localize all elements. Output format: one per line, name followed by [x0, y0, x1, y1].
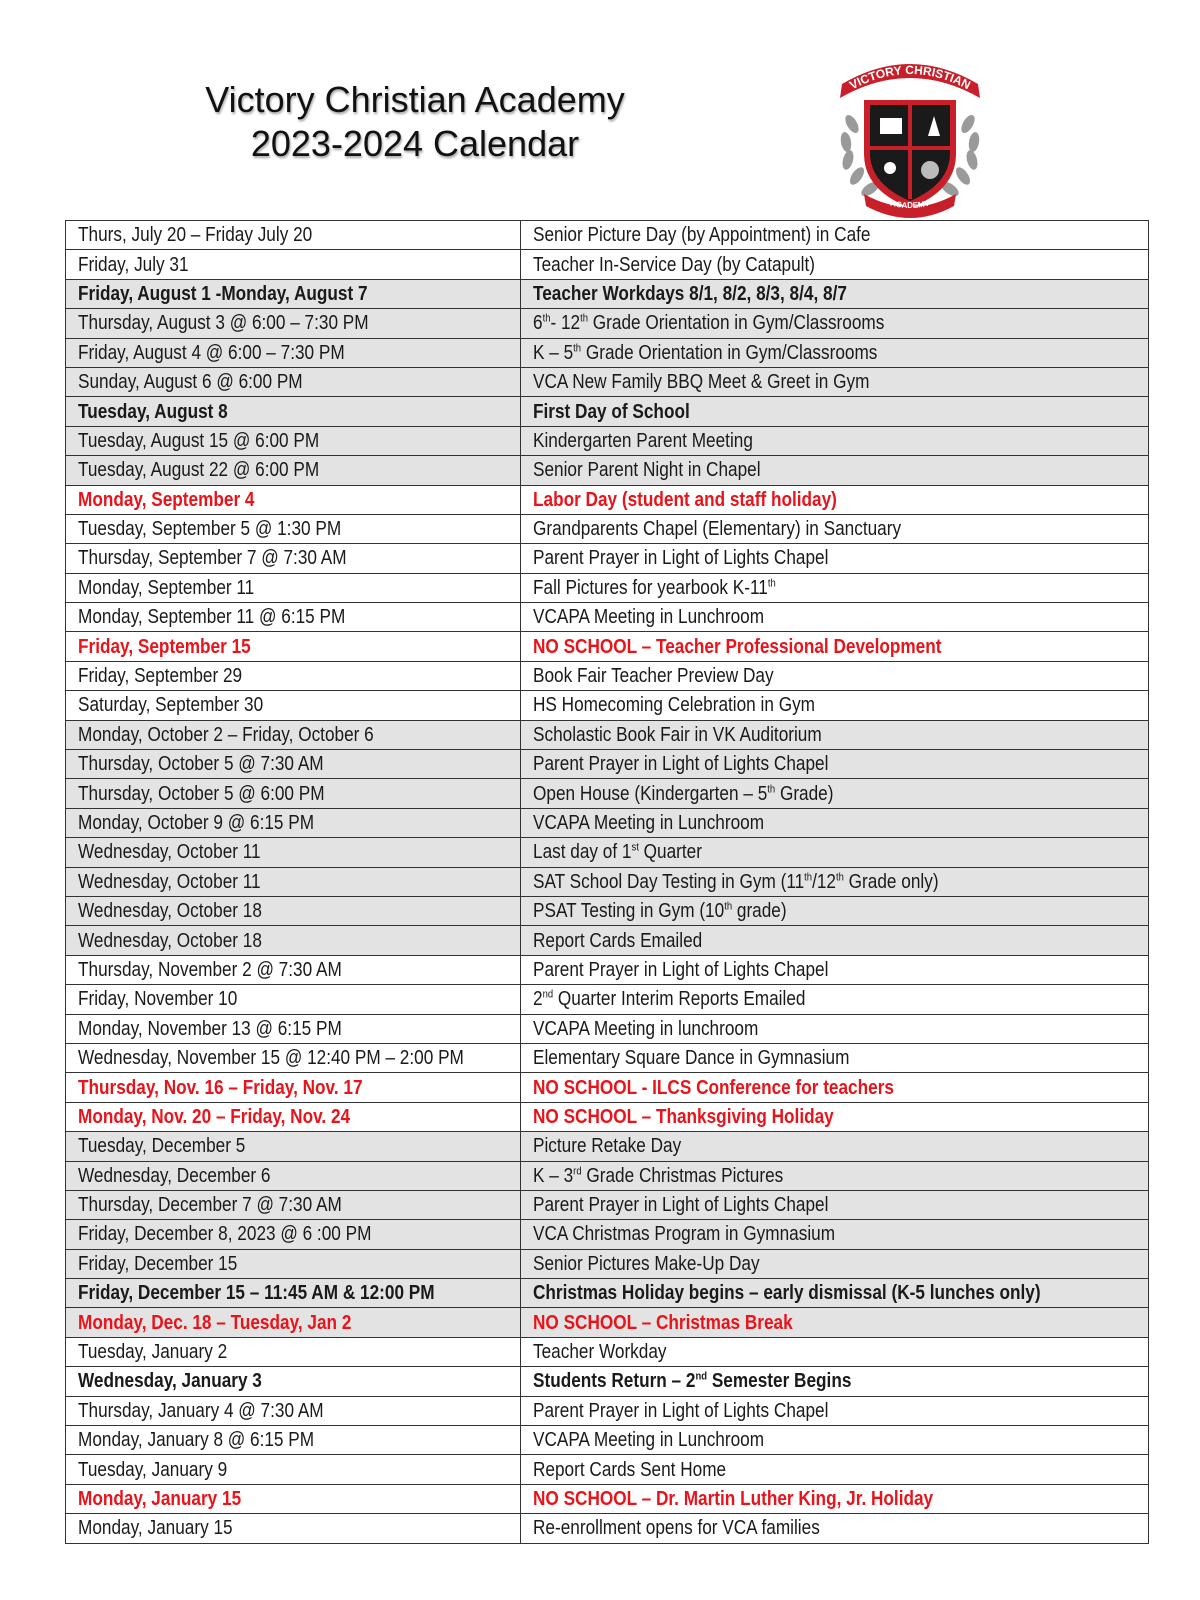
event-text: VCAPA Meeting in Lunchroom — [533, 606, 765, 629]
calendar-event-cell — [521, 544, 1149, 573]
event-text: NO SCHOOL – Dr. Martin Luther King, Jr. Holiday — [533, 1487, 934, 1510]
event-text: Report Cards Emailed — [533, 929, 703, 952]
calendar-date-cell — [66, 1484, 521, 1513]
calendar-event-cell — [521, 1396, 1149, 1425]
event-text: HS Homecoming Celebration in Gym — [533, 694, 815, 717]
calendar-row — [66, 691, 1149, 720]
calendar-date-cell — [66, 1249, 521, 1278]
calendar-event-cell — [521, 896, 1149, 925]
calendar-event-cell — [521, 720, 1149, 749]
school-crest-logo — [830, 62, 990, 222]
calendar-date-cell — [66, 779, 521, 808]
calendar-date-cell — [66, 808, 521, 837]
calendar-date-cell — [66, 955, 521, 984]
calendar-date-cell — [66, 1190, 521, 1219]
date-text: Thursday, December 7 @ 7:30 AM — [78, 1194, 342, 1217]
calendar-row — [66, 661, 1149, 690]
calendar-event-cell — [521, 750, 1149, 779]
event-text: Open House (Kindergarten – 5th Grade) — [533, 782, 834, 805]
calendar-date-cell — [66, 367, 521, 396]
date-text: Friday, December 8, 2023 @ 6 :00 PM — [78, 1223, 372, 1246]
calendar-row — [66, 720, 1149, 749]
date-text: Friday, September 15 — [78, 635, 251, 658]
calendar-row — [66, 1514, 1149, 1543]
calendar-date-cell — [66, 1426, 521, 1455]
date-text: Friday, November 10 — [78, 988, 238, 1011]
event-text: K – 5th Grade Orientation in Gym/Classrooms — [533, 341, 878, 364]
calendar-date-cell — [66, 632, 521, 661]
calendar-date-cell — [66, 250, 521, 279]
calendar-date-cell — [66, 1455, 521, 1484]
calendar-row — [66, 1455, 1149, 1484]
calendar-row — [66, 1043, 1149, 1072]
event-text: NO SCHOOL – Thanksgiving Holiday — [533, 1105, 834, 1128]
calendar-event-cell — [521, 661, 1149, 690]
svg-text:ACADEMY: ACADEMY — [889, 198, 931, 211]
event-text: Teacher In-Service Day (by Catapult) — [533, 253, 816, 276]
event-text: Students Return – 2nd Semester Begins — [533, 1370, 852, 1393]
calendar-date-cell — [66, 603, 521, 632]
calendar-event-cell — [521, 1102, 1149, 1131]
event-text: NO SCHOOL - ILCS Conference for teachers — [533, 1076, 894, 1099]
calendar-date-cell — [66, 661, 521, 690]
calendar-date-cell — [66, 1514, 521, 1543]
calendar-event-cell — [521, 426, 1149, 455]
calendar-date-cell — [66, 720, 521, 749]
calendar-event-cell — [521, 808, 1149, 837]
calendar-row — [66, 367, 1149, 396]
calendar-date-cell — [66, 691, 521, 720]
date-text: Tuesday, January 2 — [78, 1341, 228, 1364]
page-title — [150, 78, 680, 166]
title-calendar-year: 2023-2024 Calendar — [250, 123, 580, 164]
event-text: VCAPA Meeting in Lunchroom — [533, 1429, 765, 1452]
date-text: Thursday, January 4 @ 7:30 AM — [78, 1399, 324, 1422]
calendar-row — [66, 779, 1149, 808]
calendar-date-cell — [66, 397, 521, 426]
calendar-event-cell — [521, 279, 1149, 308]
date-text: Monday, September 11 @ 6:15 PM — [78, 606, 346, 629]
calendar-row — [66, 426, 1149, 455]
calendar-row — [66, 1396, 1149, 1425]
date-text: Monday, Nov. 20 – Friday, Nov. 24 — [78, 1105, 351, 1128]
calendar-event-cell — [521, 838, 1149, 867]
date-text: Wednesday, January 3 — [78, 1370, 262, 1393]
title-school-name: Victory Christian Academy — [205, 79, 625, 120]
calendar-row — [66, 750, 1149, 779]
calendar-event-cell — [521, 955, 1149, 984]
event-text: Parent Prayer in Light of Lights Chapel — [533, 753, 829, 776]
date-text: Thursday, September 7 @ 7:30 AM — [78, 547, 347, 570]
date-text: Monday, September 4 — [78, 488, 255, 511]
event-text: Scholastic Book Fair in VK Auditorium — [533, 723, 822, 746]
calendar-row — [66, 250, 1149, 279]
event-text: Parent Prayer in Light of Lights Chapel — [533, 1399, 829, 1422]
event-text: Senior Parent Night in Chapel — [533, 459, 761, 482]
calendar-event-cell — [521, 1249, 1149, 1278]
calendar-date-cell — [66, 309, 521, 338]
date-text: Monday, October 2 – Friday, October 6 — [78, 723, 374, 746]
calendar-event-cell — [521, 309, 1149, 338]
calendar-date-cell — [66, 750, 521, 779]
calendar-row — [66, 955, 1149, 984]
calendar-event-cell — [521, 1455, 1149, 1484]
event-text: Parent Prayer in Light of Lights Chapel — [533, 958, 829, 981]
calendar-row — [66, 1102, 1149, 1131]
calendar-event-cell — [521, 1484, 1149, 1513]
calendar-row — [66, 603, 1149, 632]
date-text: Thurs, July 20 – Friday July 20 — [78, 224, 313, 247]
calendar-row — [66, 838, 1149, 867]
calendar-row — [66, 632, 1149, 661]
calendar-row — [66, 1426, 1149, 1455]
calendar-row — [66, 456, 1149, 485]
date-text: Monday, Dec. 18 – Tuesday, Jan 2 — [78, 1311, 352, 1334]
date-text: Tuesday, September 5 @ 1:30 PM — [78, 518, 342, 541]
event-text: VCA New Family BBQ Meet & Greet in Gym — [533, 371, 870, 394]
event-text: Teacher Workdays 8/1, 8/2, 8/3, 8/4, 8/7 — [533, 282, 847, 305]
calendar-event-cell — [521, 1014, 1149, 1043]
date-text: Tuesday, August 8 — [78, 400, 228, 423]
date-text: Thursday, August 3 @ 6:00 – 7:30 PM — [78, 312, 369, 335]
calendar-date-cell — [66, 867, 521, 896]
calendar-row — [66, 1190, 1149, 1219]
event-text: NO SCHOOL – Teacher Professional Development — [533, 635, 942, 658]
calendar-row — [66, 985, 1149, 1014]
calendar-date-cell — [66, 485, 521, 514]
calendar-date-cell — [66, 896, 521, 925]
calendar-event-cell — [521, 779, 1149, 808]
date-text: Saturday, September 30 — [78, 694, 264, 717]
calendar-date-cell — [66, 514, 521, 543]
date-text: Thursday, Nov. 16 – Friday, Nov. 17 — [78, 1076, 363, 1099]
calendar-event-cell — [521, 1190, 1149, 1219]
calendar-event-cell — [521, 221, 1149, 250]
calendar-event-cell — [521, 1279, 1149, 1308]
date-text: Friday, December 15 – 11:45 AM & 12:00 PM — [78, 1282, 435, 1305]
calendar-body — [66, 221, 1149, 1544]
event-text: SAT School Day Testing in Gym (11th/12th Grade only) — [533, 870, 939, 893]
calendar-row — [66, 1279, 1149, 1308]
calendar-event-cell — [521, 1073, 1149, 1102]
calendar-event-cell — [521, 1367, 1149, 1396]
calendar-date-cell — [66, 573, 521, 602]
calendar-date-cell — [66, 838, 521, 867]
calendar-row — [66, 309, 1149, 338]
calendar-date-cell — [66, 1043, 521, 1072]
event-text: Elementary Square Dance in Gymnasium — [533, 1047, 850, 1070]
event-text: 6th- 12th Grade Orientation in Gym/Classrooms — [533, 312, 885, 335]
calendar-row — [66, 338, 1149, 367]
calendar-date-cell — [66, 426, 521, 455]
calendar-date-cell — [66, 1073, 521, 1102]
calendar-row — [66, 397, 1149, 426]
calendar-date-cell — [66, 1014, 521, 1043]
calendar-row — [66, 926, 1149, 955]
calendar-event-cell — [521, 603, 1149, 632]
calendar-row — [66, 1132, 1149, 1161]
date-text: Wednesday, October 18 — [78, 900, 262, 923]
calendar-event-cell — [521, 691, 1149, 720]
calendar-event-cell — [521, 1308, 1149, 1337]
calendar-row — [66, 514, 1149, 543]
date-text: Tuesday, August 15 @ 6:00 PM — [78, 429, 320, 452]
date-text: Wednesday, November 15 @ 12:40 PM – 2:00 PM — [78, 1047, 464, 1070]
calendar-event-cell — [521, 514, 1149, 543]
event-text: Report Cards Sent Home — [533, 1458, 727, 1481]
date-text: Thursday, November 2 @ 7:30 AM — [78, 958, 342, 981]
date-text: Tuesday, December 5 — [78, 1135, 246, 1158]
calendar-event-cell — [521, 1161, 1149, 1190]
date-text: Monday, January 15 — [78, 1487, 242, 1510]
event-text: Senior Pictures Make-Up Day — [533, 1252, 760, 1275]
date-text: Wednesday, October 11 — [78, 841, 261, 864]
event-text: Re-enrollment opens for VCA families — [533, 1517, 820, 1540]
calendar-date-cell — [66, 1279, 521, 1308]
event-text: Christmas Holiday begins – early dismissal (K-5 lunches only) — [533, 1282, 1041, 1305]
date-text: Monday, January 8 @ 6:15 PM — [78, 1429, 315, 1452]
calendar-row — [66, 1308, 1149, 1337]
calendar-table — [65, 220, 1149, 1544]
event-text: Kindergarten Parent Meeting — [533, 429, 753, 452]
calendar-row — [66, 1249, 1149, 1278]
date-text: Friday, July 31 — [78, 253, 189, 276]
date-text: Monday, November 13 @ 6:15 PM — [78, 1017, 342, 1040]
date-text: Sunday, August 6 @ 6:00 PM — [78, 371, 303, 394]
calendar-event-cell — [521, 632, 1149, 661]
date-text: Friday, August 1 -Monday, August 7 — [78, 282, 368, 305]
calendar-event-cell — [521, 485, 1149, 514]
date-text: Thursday, October 5 @ 6:00 PM — [78, 782, 325, 805]
calendar-event-cell — [521, 338, 1149, 367]
date-text: Tuesday, August 22 @ 6:00 PM — [78, 459, 320, 482]
calendar-date-cell — [66, 544, 521, 573]
calendar-event-cell — [521, 1514, 1149, 1543]
calendar-row — [66, 485, 1149, 514]
date-text: Wednesday, October 18 — [78, 929, 262, 952]
calendar-row — [66, 279, 1149, 308]
calendar-event-cell — [521, 250, 1149, 279]
calendar-row — [66, 867, 1149, 896]
event-text: K – 3rd Grade Christmas Pictures — [533, 1164, 784, 1187]
date-text: Wednesday, October 11 — [78, 870, 261, 893]
date-text: Friday, December 15 — [78, 1252, 238, 1275]
calendar-date-cell — [66, 1308, 521, 1337]
event-text: VCA Christmas Program in Gymnasium — [533, 1223, 836, 1246]
calendar-event-cell — [521, 1426, 1149, 1455]
date-text: Wednesday, December 6 — [78, 1164, 271, 1187]
calendar-row — [66, 573, 1149, 602]
date-text: Friday, September 29 — [78, 665, 243, 688]
calendar-row — [66, 1073, 1149, 1102]
calendar-date-cell — [66, 1220, 521, 1249]
event-text: First Day of School — [533, 400, 690, 423]
event-text: Labor Day (student and staff holiday) — [533, 488, 837, 511]
calendar-date-cell — [66, 1367, 521, 1396]
event-text: 2nd Quarter Interim Reports Emailed — [533, 988, 806, 1011]
calendar-row — [66, 808, 1149, 837]
calendar-date-cell — [66, 1396, 521, 1425]
calendar-row — [66, 221, 1149, 250]
calendar-row — [66, 544, 1149, 573]
date-text: Thursday, October 5 @ 7:30 AM — [78, 753, 324, 776]
event-text: Parent Prayer in Light of Lights Chapel — [533, 547, 829, 570]
calendar-event-cell — [521, 573, 1149, 602]
calendar-date-cell — [66, 221, 521, 250]
event-text: PSAT Testing in Gym (10th grade) — [533, 900, 787, 923]
svg-text:VICTORY CHRISTIAN: VICTORY CHRISTIAN — [847, 62, 973, 93]
event-text: Book Fair Teacher Preview Day — [533, 665, 774, 688]
calendar-row — [66, 1484, 1149, 1513]
calendar-row — [66, 1220, 1149, 1249]
calendar-event-cell — [521, 367, 1149, 396]
date-text: Monday, September 11 — [78, 576, 255, 599]
event-text: Last day of 1st Quarter — [533, 841, 702, 864]
calendar-row — [66, 896, 1149, 925]
event-text: VCAPA Meeting in lunchroom — [533, 1017, 759, 1040]
calendar-date-cell — [66, 279, 521, 308]
calendar-event-cell — [521, 985, 1149, 1014]
calendar-event-cell — [521, 867, 1149, 896]
calendar-row — [66, 1367, 1149, 1396]
date-text: Monday, January 15 — [78, 1517, 233, 1540]
calendar-date-cell — [66, 926, 521, 955]
event-text: VCAPA Meeting in Lunchroom — [533, 812, 765, 834]
calendar-date-cell — [66, 985, 521, 1014]
event-text: Picture Retake Day — [533, 1135, 682, 1158]
calendar-date-cell — [66, 1132, 521, 1161]
calendar-row — [66, 1161, 1149, 1190]
event-text: Senior Picture Day (by Appointment) in Cafe — [533, 224, 871, 247]
calendar-event-cell — [521, 1220, 1149, 1249]
event-text: Teacher Workday — [533, 1341, 667, 1364]
calendar-row — [66, 1014, 1149, 1043]
calendar-date-cell — [66, 1337, 521, 1366]
event-text: Fall Pictures for yearbook K-11th — [533, 576, 776, 599]
calendar-event-cell — [521, 397, 1149, 426]
event-text: Parent Prayer in Light of Lights Chapel — [533, 1194, 829, 1217]
calendar-date-cell — [66, 456, 521, 485]
event-text: Grandparents Chapel (Elementary) in Sanctuary — [533, 518, 902, 541]
calendar-event-cell — [521, 926, 1149, 955]
date-text: Tuesday, January 9 — [78, 1458, 228, 1481]
calendar-date-cell — [66, 338, 521, 367]
date-text: Monday, October 9 @ 6:15 PM — [78, 812, 315, 834]
calendar-event-cell — [521, 1043, 1149, 1072]
calendar-date-cell — [66, 1161, 521, 1190]
calendar-date-cell — [66, 1102, 521, 1131]
calendar-event-cell — [521, 1132, 1149, 1161]
calendar-event-cell — [521, 1337, 1149, 1366]
event-text: NO SCHOOL – Christmas Break — [533, 1311, 793, 1334]
calendar-event-cell — [521, 456, 1149, 485]
calendar-row — [66, 1337, 1149, 1366]
date-text: Friday, August 4 @ 6:00 – 7:30 PM — [78, 341, 345, 364]
